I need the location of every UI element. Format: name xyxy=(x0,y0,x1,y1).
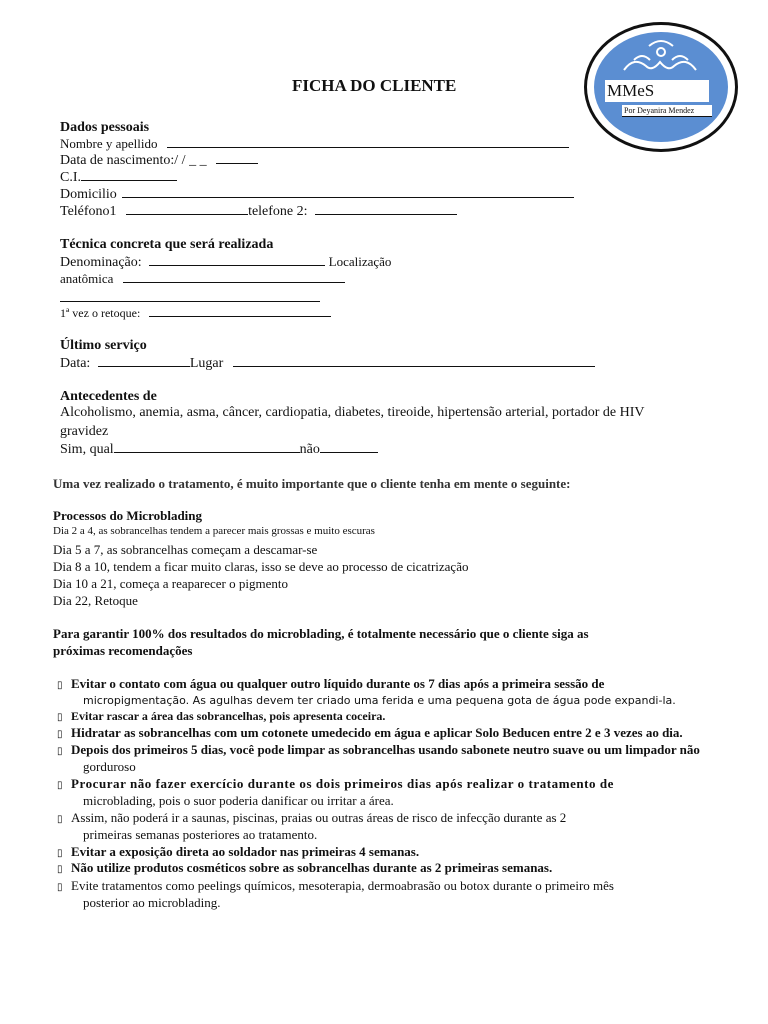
bullet-icon: ▯ xyxy=(57,729,63,740)
process-day: Dia 5 a 7, as sobrancelhas começam a descamar-se xyxy=(53,542,318,557)
bullet-icon: ▯ xyxy=(57,780,63,791)
no-label: não xyxy=(299,442,320,457)
bullet-icon: ▯ xyxy=(57,814,63,825)
rec-5-text-cont: microblading, pois o suor poderia danificar ou irritar a área. xyxy=(83,793,394,808)
bullet-icon: ▯ xyxy=(57,746,63,757)
rec-7-text: Evitar a exposição direta ao soldador nas primeiras 4 semanas. xyxy=(71,844,420,859)
address-row xyxy=(60,186,574,203)
rec-4-text: Depois dos primeiros 5 dias, você pode limpar as sobrancelhas usando sabonete neutro suave ou um limpador não xyxy=(71,742,700,757)
denomination-field[interactable] xyxy=(149,254,325,266)
name-row xyxy=(60,136,569,152)
technique-heading: Técnica concreta que será realizada xyxy=(60,237,274,252)
denomination-row xyxy=(60,254,391,271)
history-answer-row xyxy=(60,441,378,458)
rec-8 xyxy=(57,860,552,876)
history-pregnancy: gravidez xyxy=(60,424,109,439)
rec-6-text: Assim, não poderá ir a saunas, piscinas, praias ou outras áreas de risco de infecção durante as 2 xyxy=(71,810,567,825)
ci-label: C.I. xyxy=(60,170,81,185)
bullet-icon: ▯ xyxy=(57,712,63,723)
first-time-field[interactable] xyxy=(149,305,331,317)
process-heading: Processos do Microblading xyxy=(53,508,203,523)
rec-9-text-cont: posterior ao microblading. xyxy=(83,895,221,910)
guarantee-line-2: próximas recomendações xyxy=(53,643,193,658)
phone1-label: Teléfono1 xyxy=(60,204,117,219)
ci-field[interactable] xyxy=(81,169,177,181)
location-label: Localização xyxy=(328,254,392,269)
birth-row xyxy=(60,152,258,169)
date-field[interactable] xyxy=(98,355,190,367)
process-day: Dia 8 a 10, tendem a ficar muito claras, isso se deve ao processo de cicatrização xyxy=(53,559,469,574)
anatomic-label: anatômica xyxy=(60,271,114,286)
process-day: Dia 10 a 21, começa a reaparecer o pigmento xyxy=(53,576,288,591)
name-field[interactable] xyxy=(167,136,569,148)
first-time-row xyxy=(60,305,331,321)
bullet-icon: ▯ xyxy=(57,882,63,893)
phone2-field[interactable] xyxy=(315,203,457,215)
rec-9-text: Evite tratamentos como peelings químicos, mesoterapia, dermoabrasão ou botox durante o primeiro mês xyxy=(71,878,614,893)
rec-2 xyxy=(57,709,385,724)
history-conditions: Alcoholismo, anemia, asma, câncer, cardiopatia, diabetes, tireoide, hipertensão arterial, portador de HIV xyxy=(60,405,645,420)
rec-1-text-cont: micropigmentação. As agulhas devem ter criado uma ferida e uma pequena gota de água pode expandi-la. xyxy=(83,694,676,707)
history-heading: Antecedentes de xyxy=(60,389,157,404)
birth-field[interactable] xyxy=(216,152,258,164)
process-day: Dia 22, Retoque xyxy=(53,593,138,608)
rec-9 xyxy=(57,878,614,894)
rec-4-text-cont: gorduroso xyxy=(83,759,136,774)
page-title: FICHA DO CLIENTE xyxy=(292,76,457,95)
intro-text: Uma vez realizado o tratamento, é muito importante que o cliente tenha em mente o seguinte: xyxy=(53,476,571,491)
phone2-label: telefone 2: xyxy=(248,204,308,219)
rec-1-cont xyxy=(57,693,676,708)
rec-1 xyxy=(57,676,604,692)
place-label: Lugar xyxy=(189,356,224,371)
rec-5-text: Procurar não fazer exercício durante os dois primeiros dias após realizar o tratamento de xyxy=(71,776,614,791)
phone1-field[interactable] xyxy=(126,203,248,215)
bullet-icon: ▯ xyxy=(57,864,63,875)
rec-2-text: Evitar rascar a área das sobrancelhas, pois apresenta coceira. xyxy=(71,709,386,723)
address-label: Domicilio xyxy=(60,187,117,202)
first-time-label: 1ª vez o retoque: xyxy=(60,306,141,320)
rec-5 xyxy=(57,776,614,792)
address-field[interactable] xyxy=(122,186,574,198)
rec-9-cont xyxy=(57,895,221,911)
bullet-icon: ▯ xyxy=(57,680,63,691)
no-field[interactable] xyxy=(320,441,378,453)
phone-row xyxy=(60,203,457,220)
birth-label: Data de nascimento: xyxy=(60,153,175,168)
rec-7 xyxy=(57,844,419,860)
location-field[interactable] xyxy=(123,271,345,283)
rec-6 xyxy=(57,810,566,826)
rec-4 xyxy=(57,742,700,758)
yes-which-field[interactable] xyxy=(114,441,300,453)
rec-3-text: Hidratar as sobrancelhas com um cotonete umedecido em água e aplicar Solo Beducen entre 2 e 3 vezes ao dia. xyxy=(71,725,683,740)
personal-heading: Dados pessoais xyxy=(60,120,150,135)
name-label: Nombre y apellido xyxy=(60,136,158,151)
rec-3 xyxy=(57,725,683,741)
guarantee-line-1: Para garantir 100% dos resultados do microblading, é totalmente necessário que o cliente siga as xyxy=(53,626,589,641)
process-day: Dia 2 a 4, as sobrancelhas tendem a parecer mais grossas e muito escuras xyxy=(53,525,375,537)
yes-which-label: Sim, qual xyxy=(60,442,114,457)
bullet-icon: ▯ xyxy=(57,848,63,859)
rec-5-cont xyxy=(57,793,394,809)
logo-brand: MMeS xyxy=(605,80,709,102)
anatomic-row xyxy=(60,271,345,287)
logo-byline: Por Deyanira Mendez xyxy=(622,105,712,117)
last-service-row xyxy=(60,355,595,372)
rec-4-cont xyxy=(57,759,136,775)
place-field[interactable] xyxy=(233,355,595,367)
date-label: Data: xyxy=(60,356,91,371)
rec-6-cont xyxy=(57,827,317,843)
rec-8-text: Não utilize produtos cosméticos sobre as sobrancelhas durante as 2 primeiras semanas. xyxy=(71,860,553,875)
denomination-label: Denominação: xyxy=(60,255,142,270)
birth-slots: / / _ _ xyxy=(174,153,207,168)
rec-6-text-cont: primeiras semanas posteriores ao tratamento. xyxy=(83,827,318,842)
ci-row xyxy=(60,169,177,186)
last-service-heading: Último serviço xyxy=(60,338,147,353)
location-field-extra[interactable] xyxy=(60,301,320,302)
rec-1-text: Evitar o contato com água ou qualquer outro líquido durante os 7 dias após a primeira sessão de xyxy=(71,676,605,691)
